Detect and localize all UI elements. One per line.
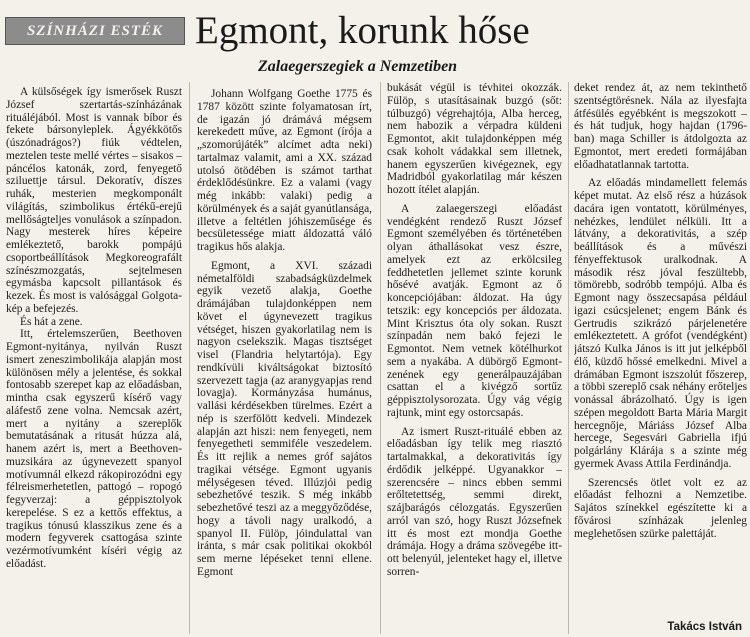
text-column-2 (197, 82, 372, 634)
paragraph: Itt, értelemszerűen, Beethoven Egmont-nyitánya, nyilván Ruszt ismert zeneszimbolikája alapján most különösen mély a jelentése, és sokkal fontosabb szerepet kap az előadásban, mintha csak egyszerű kísérő vagy aláfestő zene volna. Nemcsak azért, mert a nyitány a szereplők bemutatásának a ritusát húzza alá, hanem azért is, mert a Beethoven-muzsikára az úgynevezett spanyol motívumnál elkezd rákopirozódni egy félreismerhetetlen, pattogó – ropogó fegyverzaj: a géppisztolyok kerepelése. S ez a kettős effektus, a tragikus tónusú klasszikus zene és a modern fegyverek csattogása szinte vezérmotívumként kíséri végig az előadást. (6, 328, 182, 570)
text-column-3 (387, 82, 562, 634)
paragraph: Az ismert Ruszt-rituálé ebben az előadásban így telik meg riasztó tartalmakkal, a dekorativitás így érdődik jelképpé. Ugyanakkor – szerencsére – nincs ebben semmi erőltetettség, semmi direkt, szájbarágós célozgatás. Egyszerűen arról van szó, hogy Ruszt Józsefnek itt és most ezt mondja Goethe drámája. Hogy a dráma szövegébe itt-ott belenyúl, jelenteket hagy el, illetve sorren- (387, 425, 562, 578)
section-rubric: SZÍNHÁZI ESTÉK (5, 17, 185, 45)
paragraph: Johann Wolfgang Goethe 1775 és 1787 között szinte folyamatosan írt, de igazán jó drámává mégsem kerekedett műve, az Egmont (írója a „szomorújáték” alcímet adta neki) tartalmaz valamit, ami a XX. század utolsó ötödében is számot tarthat érdeklődésünkre. Ez a valami (vagy még inkább: valaki) pedig a körülmények és a saját gyanútlansága, illetve a feltétlen jóhiszeműsége és becsületessége miatt áldozattá váló tragikus hős alakja. (197, 88, 372, 253)
article-title: Egmont, korunk hőse (195, 9, 530, 52)
paragraph: deket rendez át, az nem tekinthető szentségtörésnek. Nála az ilyesfajta átfésülés egyébként is megszokott – és hát tudjuk, hogy hajdan (1796-ban) maga Schiller is átdolgozta az Egmontot, mert eredeti formájában előadhatatlannak tartotta. (574, 82, 747, 171)
paragraph: Szerencsés ötlet volt ez az előadást felhozni a Nemzetibe. Sajátos színekkel egészítette ki a fővárosi színházak jelenleg meglehetősen szürke palettáját. (574, 476, 747, 540)
column-rule (380, 82, 381, 634)
text-column-4 (574, 82, 747, 634)
paragraph: Egmont, a XVI. századi németalföldi szabadságküzdelmek egyik vezető alakja, Goethe drámájában tulajdonképpen nem követ el úgynevezett tragikus vétséget, hiszen gyakorlatilag nem is nagyon cselekszik. Magas tisztséget visel (Flandria helytartója). Egy rendkívüli kiváltságokat biztosító szervezett tagja (az aranygyapjas rend lovagja). Kormányzása humánus, vallási kérdésekben türelmes. Ezért a nép is szerfölött kedveli. Mindezek alapján azt hiszi: nem fenyegeti, nem fenyegetheti semmiféle veszedelem. És itt rejlik a nemes gróf sajátos tragikai vétsége. Egmont ugyanis mélységesen téved. Illúzjói pedig sebezhetővé teszik. S még inkább sebezhetővé teszi az a meggyőződése, hogy a távoli nagy uralkodó, a spanyol II. Fülöp, jóindulattal van iránta, s már csak politikai okokból sem merne lépéseket tenni ellene. Egmont (197, 259, 372, 578)
paragraph: Az előadás mindamellett felemás képet mutat. Az első rész a húzások dacára igen vontatott, körülményes, nehézkes, lendület nélküli. Itt a látvány, a dekorativitás, a szép beállítások és a művészi fényeffektusok uralkodnak. A második rész jóval feszültebb, tömörebb, sodróbb tempójú. Alba és Egmont nagy összecsapása például igazi csúcsjelenet; engem Bánk és Gertrudis szikrázó párjelenetére emlékeztetett. A grófot (vendégként) játszó Kulka János is itt jut jelképből élő, küzdő hőssé emelkedni. Mivel a drámában Egmont iszszolút főszerep, a többi szereplő csak néhány erőteljes vonással ábrázolható. Úgy is igen szépen megoldott Barta Mária Margit hercegnője, Máriáss József Alba hercege, Segesvári Gabriella ifjú polgárlány Klárája s a szinte még gyermek Avass Attila Ferdinándja. (574, 177, 747, 470)
paragraph: A külsőségek így ismerősek Ruszt József szertartás-színházának rituáléjából. Most is vannak bíbor és fekete bársonyleplek. Ágyékkötős (úszónadrágos?) fiúk védtelen, meztelen teste mellé vértes – sisakos – páncélos katonák, zord, fenyegető sziluettje társul. Dekoratív, díszes ruhák, mesterien megkomponált világítás, szimbolikus értékű-erejű mellőságteljes vonulások a színpadon. Nagy mesterek híres képeire emlékeztető, barokk pompájú csoportbeállítások Megkoreografált színészmozgatás, sejtelmesen egymásba kapcsolt pillantások és kezek. És most is valósággal Golgota-kép a befejezés. (6, 86, 182, 315)
column-rule (568, 82, 569, 634)
text-column-1 (6, 86, 182, 634)
paragraph: bukását végül is tévhitei okozzák. Fülöp, s utasításainak buzgó (sőt: túlbuzgó) végrehajtója, Alba herceg, nem habozik a vérpadra küldeni Egmontot, akit tulajdonképpen még csak koholt vádakkal sem illetnek, hanem egyszerűen kivégeznek, egy Madridból gyakorlatilag már készen hozott ítélet alapján. (387, 82, 562, 196)
column-rule (189, 82, 190, 634)
paragraph: És hát a zene. (20, 315, 83, 328)
paragraph: A zalaegerszegi előadást vendégként rendező Ruszt József Egmont személyében és történetében olyan áthallásokat vesz észre, amelyek ezt az erkölcsileg feddhetetlen jellemet szinte korunk hősévé avatják. Egmont az ő koncepciójában: áldozat. Ha úgy tetszik: egy koncepciós per áldozata. Mint Krisztus óta oly sokan. Ruszt színpadán nem bakó fejezi le Egmontot. Nem vetnek kötélhurkot sem a nyakába. A dübörgő Egmont-zenének egy generálpauzájában csattan el a kivégző sortűz géppisztolysorozata. Úgy vág végig rajtunk, mint egy ostorcsapás. (387, 202, 562, 419)
article-subtitle: Zalaegerszegiek a Nemzetiben (258, 58, 458, 75)
author-signature: Takács István (667, 621, 742, 633)
